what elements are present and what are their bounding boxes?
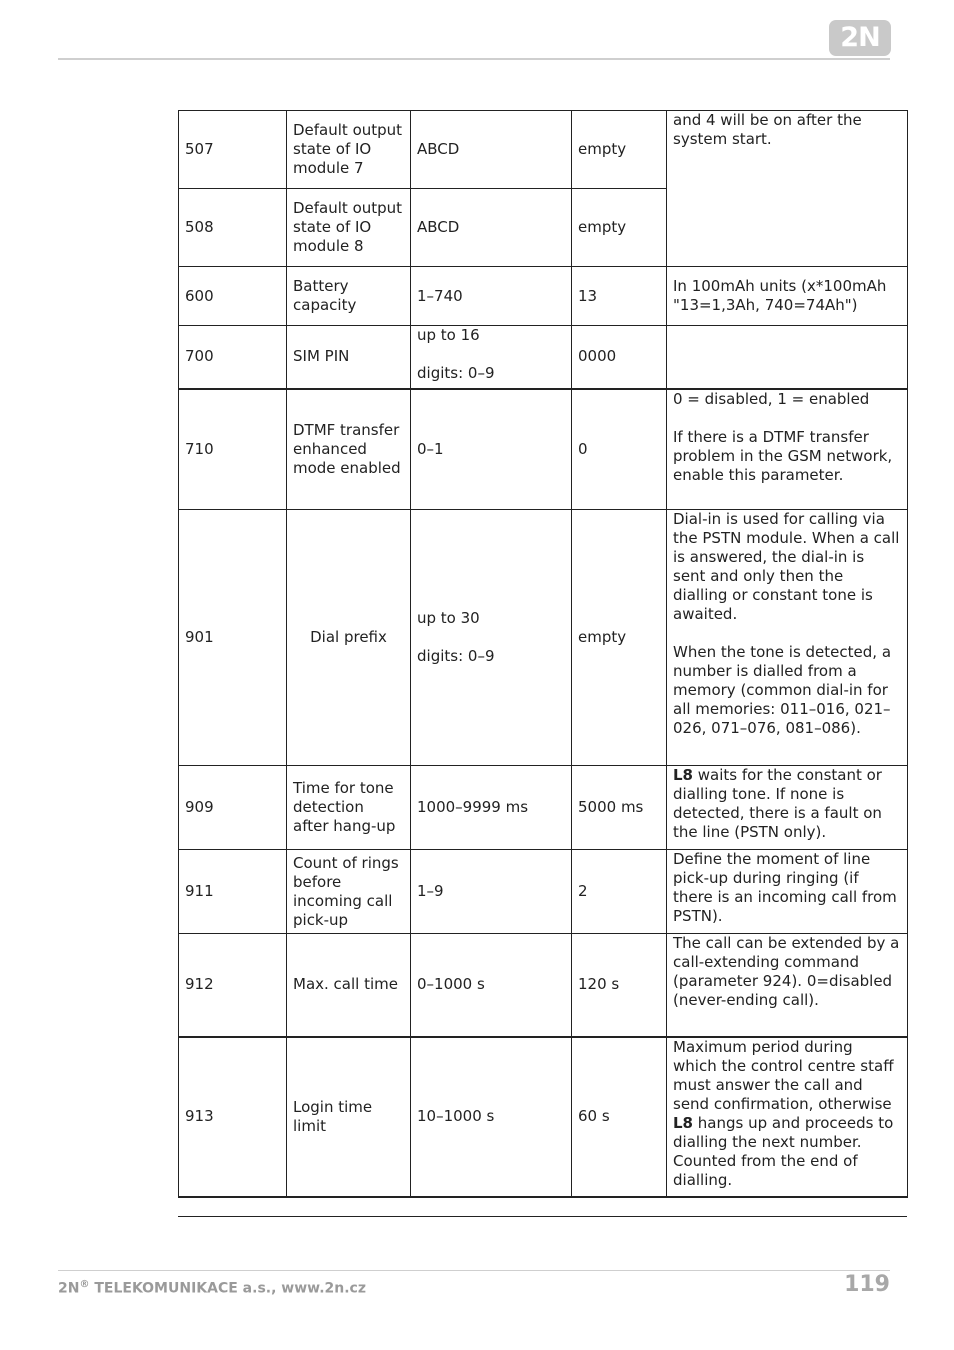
param-range: ABCD <box>411 189 572 267</box>
desc-text: Maximum period during which the control centre staff must answer the call and send confirmation, otherwise <box>673 1037 894 1113</box>
header-rule <box>58 58 890 60</box>
param-name: Default output state of IO module 8 <box>287 189 411 267</box>
content-end-rule <box>178 1216 907 1217</box>
param-number: 901 <box>179 510 287 766</box>
param-description: The call can be extended by a call-extending command (parameter 924). 0=disabled (never-ending call). <box>667 934 908 1037</box>
footer-rule <box>58 1270 890 1271</box>
param-number: 912 <box>179 934 287 1037</box>
param-number: 911 <box>179 850 287 934</box>
param-name: Login time limit <box>287 1037 411 1197</box>
range-line: up to 30 <box>417 609 480 627</box>
footer-company: 2N® TELEKOMUNIKACE a.s., www.2n.cz <box>58 1279 366 1297</box>
table-row <box>179 267 908 326</box>
param-default: 5000 ms <box>572 766 667 850</box>
desc-paragraph: When the tone is detected, a number is dialled from a memory (common dial-in for all memories: 011–016, 021–026, 071–076, 081–086). <box>673 643 892 737</box>
brand-logo: 2N <box>829 20 891 56</box>
param-default: 13 <box>572 267 667 326</box>
table-row <box>179 1037 908 1197</box>
param-number: 913 <box>179 1037 287 1197</box>
range-line: digits: 0–9 <box>417 647 495 665</box>
desc-paragraph: Dial-in is used for calling via the PSTN module. When a call is answered, the dial-in is sent and only then the dialling or constant tone is awaited. <box>673 510 900 623</box>
param-name: Default output state of IO module 7 <box>287 111 411 189</box>
param-description: Define the moment of line pick-up during ringing (if there is an incoming call from PSTN). <box>667 850 908 934</box>
param-number: 507 <box>179 111 287 189</box>
param-name: Battery capacity <box>287 267 411 326</box>
desc-paragraph: 0 = disabled, 1 = enabled <box>673 389 870 408</box>
param-description: In 100mAh units (x*100mAh "13=1,3Ah, 740=74Ah") <box>667 267 908 326</box>
param-default: 60 s <box>572 1037 667 1197</box>
param-description <box>667 389 908 510</box>
param-name: Dial prefix <box>287 510 411 766</box>
param-range: ABCD <box>411 111 572 189</box>
param-name: Count of rings before incoming call pick-up <box>287 850 411 934</box>
param-default: 120 s <box>572 934 667 1037</box>
param-range: 1–9 <box>411 850 572 934</box>
param-name: Time for tone detection after hang-up <box>287 766 411 850</box>
param-default: 0 <box>572 389 667 510</box>
parameter-table <box>178 110 908 1198</box>
param-number: 600 <box>179 267 287 326</box>
param-range: 10–1000 s <box>411 1037 572 1197</box>
table-row <box>179 510 908 766</box>
param-default: 0000 <box>572 326 667 389</box>
param-number: 909 <box>179 766 287 850</box>
desc-text: hangs up and proceeds to dialling the next number. Counted from the end of dialling. <box>673 1113 894 1189</box>
param-description <box>667 326 908 389</box>
table-row <box>179 850 908 934</box>
desc-paragraph: If there is a DTMF transfer problem in the GSM network, enable this parameter. <box>673 427 893 484</box>
product-name: L8 <box>673 766 693 784</box>
param-default: 2 <box>572 850 667 934</box>
param-name: SIM PIN <box>287 326 411 389</box>
param-range: 0–1 <box>411 389 572 510</box>
param-range: 0–1000 s <box>411 934 572 1037</box>
param-default: empty <box>572 510 667 766</box>
table-row <box>179 766 908 850</box>
param-name: DTMF transfer enhanced mode enabled <box>287 389 411 510</box>
param-range <box>411 326 572 389</box>
param-name: Max. call time <box>287 934 411 1037</box>
table-row <box>179 326 908 389</box>
param-description <box>667 766 908 850</box>
param-range: 1–740 <box>411 267 572 326</box>
param-default: empty <box>572 189 667 267</box>
param-default: empty <box>572 111 667 189</box>
table-row <box>179 111 908 189</box>
table-row <box>179 389 908 510</box>
product-name: L8 <box>673 1113 693 1132</box>
range-line: digits: 0–9 <box>417 364 495 382</box>
table-row <box>179 934 908 1037</box>
range-line: up to 16 <box>417 326 480 344</box>
param-description: and 4 will be on after the system start. <box>667 111 908 267</box>
param-number: 700 <box>179 326 287 389</box>
param-number: 508 <box>179 189 287 267</box>
desc-text: waits for the constant or dialling tone. If none is detected, there is a fault on the line (PSTN only). <box>673 766 882 841</box>
page-number: 119 <box>844 1272 890 1297</box>
param-description <box>667 510 908 766</box>
param-description <box>667 1037 908 1197</box>
param-range <box>411 510 572 766</box>
param-number: 710 <box>179 389 287 510</box>
param-range: 1000–9999 ms <box>411 766 572 850</box>
